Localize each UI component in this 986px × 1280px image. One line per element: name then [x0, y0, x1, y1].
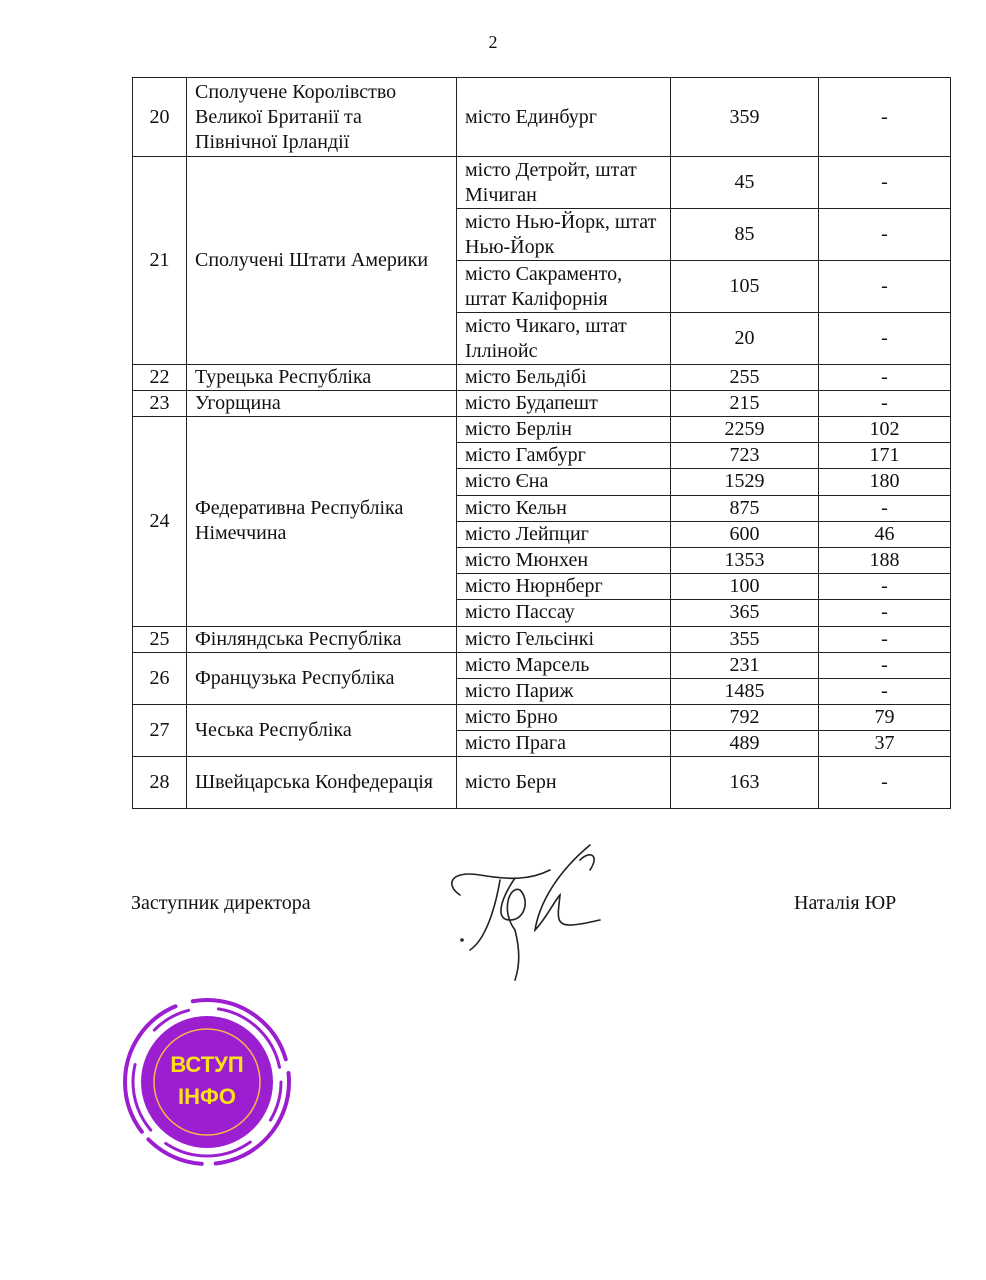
- value-total: 1529: [671, 469, 819, 495]
- city-name: місто Единбург: [457, 78, 671, 157]
- table-row: [133, 365, 951, 391]
- value-total: 1353: [671, 547, 819, 573]
- city-name: місто Нью-Йорк, штат Нью-Йорк: [457, 209, 671, 261]
- value-total: 231: [671, 652, 819, 678]
- country-name: Французька Республіка: [187, 652, 457, 704]
- city-name: місто Чикаго, штат Іллінойс: [457, 313, 671, 365]
- value-secondary: 46: [819, 521, 951, 547]
- table-row: [133, 626, 951, 652]
- value-total: 105: [671, 261, 819, 313]
- value-total: 215: [671, 391, 819, 417]
- value-total: 355: [671, 626, 819, 652]
- signer-name: Наталія ЮР: [794, 892, 897, 914]
- city-name: місто Будапешт: [457, 391, 671, 417]
- value-total: 255: [671, 365, 819, 391]
- city-name: місто Сакраменто, штат Каліфорнія: [457, 261, 671, 313]
- vstup-info-logo: [120, 990, 295, 1170]
- city-name: місто Єна: [457, 469, 671, 495]
- row-number: 20: [133, 78, 187, 157]
- value-secondary: -: [819, 313, 951, 365]
- city-name: місто Париж: [457, 678, 671, 704]
- row-number: 28: [133, 757, 187, 809]
- city-name: місто Детройт, штат Мічиган: [457, 157, 671, 209]
- value-secondary: 188: [819, 547, 951, 573]
- value-total: 875: [671, 495, 819, 521]
- country-name: Швейцарська Конфедерація: [187, 757, 457, 809]
- country-name: Угорщина: [187, 391, 457, 417]
- row-number: 22: [133, 365, 187, 391]
- row-number: 27: [133, 704, 187, 756]
- logo-line2: ІНФО: [178, 1084, 236, 1109]
- table-row: [133, 157, 951, 209]
- row-number: 24: [133, 417, 187, 627]
- value-secondary: -: [819, 678, 951, 704]
- table-row: [133, 417, 951, 443]
- row-number: 23: [133, 391, 187, 417]
- city-name: місто Пассау: [457, 600, 671, 626]
- logo-line1: ВСТУП: [170, 1052, 244, 1077]
- signer-position: Заступник директора: [131, 892, 311, 914]
- value-secondary: -: [819, 365, 951, 391]
- value-total: 2259: [671, 417, 819, 443]
- city-name: місто Брно: [457, 704, 671, 730]
- value-secondary: -: [819, 78, 951, 157]
- value-total: 365: [671, 600, 819, 626]
- value-secondary: -: [819, 652, 951, 678]
- country-name: Чеська Республіка: [187, 704, 457, 756]
- institutions-table: [132, 77, 951, 809]
- value-secondary: -: [819, 495, 951, 521]
- city-name: місто Лейпциг: [457, 521, 671, 547]
- value-secondary: 79: [819, 704, 951, 730]
- table-row: [133, 391, 951, 417]
- value-secondary: 37: [819, 731, 951, 757]
- value-total: 85: [671, 209, 819, 261]
- value-total: 600: [671, 521, 819, 547]
- value-total: 163: [671, 757, 819, 809]
- value-total: 45: [671, 157, 819, 209]
- value-secondary: -: [819, 626, 951, 652]
- city-name: місто Мюнхен: [457, 547, 671, 573]
- row-number: 21: [133, 157, 187, 365]
- value-secondary: -: [819, 261, 951, 313]
- city-name: місто Берлін: [457, 417, 671, 443]
- page-number: 2: [488, 32, 498, 52]
- signature: [440, 840, 610, 985]
- value-secondary: -: [819, 600, 951, 626]
- country-name: Сполучене Королівство Великої Британії та Північної Ірландії: [187, 78, 457, 157]
- value-total: 489: [671, 731, 819, 757]
- table-row: [133, 652, 951, 678]
- value-total: 792: [671, 704, 819, 730]
- value-total: 359: [671, 78, 819, 157]
- value-secondary: -: [819, 209, 951, 261]
- country-name: Фінляндська Республіка: [187, 626, 457, 652]
- value-secondary: -: [819, 757, 951, 809]
- city-name: місто Берн: [457, 757, 671, 809]
- value-total: 723: [671, 443, 819, 469]
- country-name: Турецька Республіка: [187, 365, 457, 391]
- value-secondary: -: [819, 574, 951, 600]
- value-secondary: 171: [819, 443, 951, 469]
- city-name: місто Гамбург: [457, 443, 671, 469]
- value-total: 100: [671, 574, 819, 600]
- city-name: місто Марсель: [457, 652, 671, 678]
- city-name: місто Прага: [457, 731, 671, 757]
- city-name: місто Кельн: [457, 495, 671, 521]
- table-row: [133, 704, 951, 730]
- country-name: Федеративна Республіка Німеччина: [187, 417, 457, 627]
- value-secondary: 102: [819, 417, 951, 443]
- table-row: [133, 78, 951, 157]
- value-secondary: 180: [819, 469, 951, 495]
- row-number: 25: [133, 626, 187, 652]
- value-total: 20: [671, 313, 819, 365]
- value-secondary: -: [819, 391, 951, 417]
- country-name: Сполучені Штати Америки: [187, 157, 457, 365]
- table-row: [133, 757, 951, 809]
- row-number: 26: [133, 652, 187, 704]
- city-name: місто Бельдібі: [457, 365, 671, 391]
- value-total: 1485: [671, 678, 819, 704]
- value-secondary: -: [819, 157, 951, 209]
- city-name: місто Нюрнберг: [457, 574, 671, 600]
- city-name: місто Гельсінкі: [457, 626, 671, 652]
